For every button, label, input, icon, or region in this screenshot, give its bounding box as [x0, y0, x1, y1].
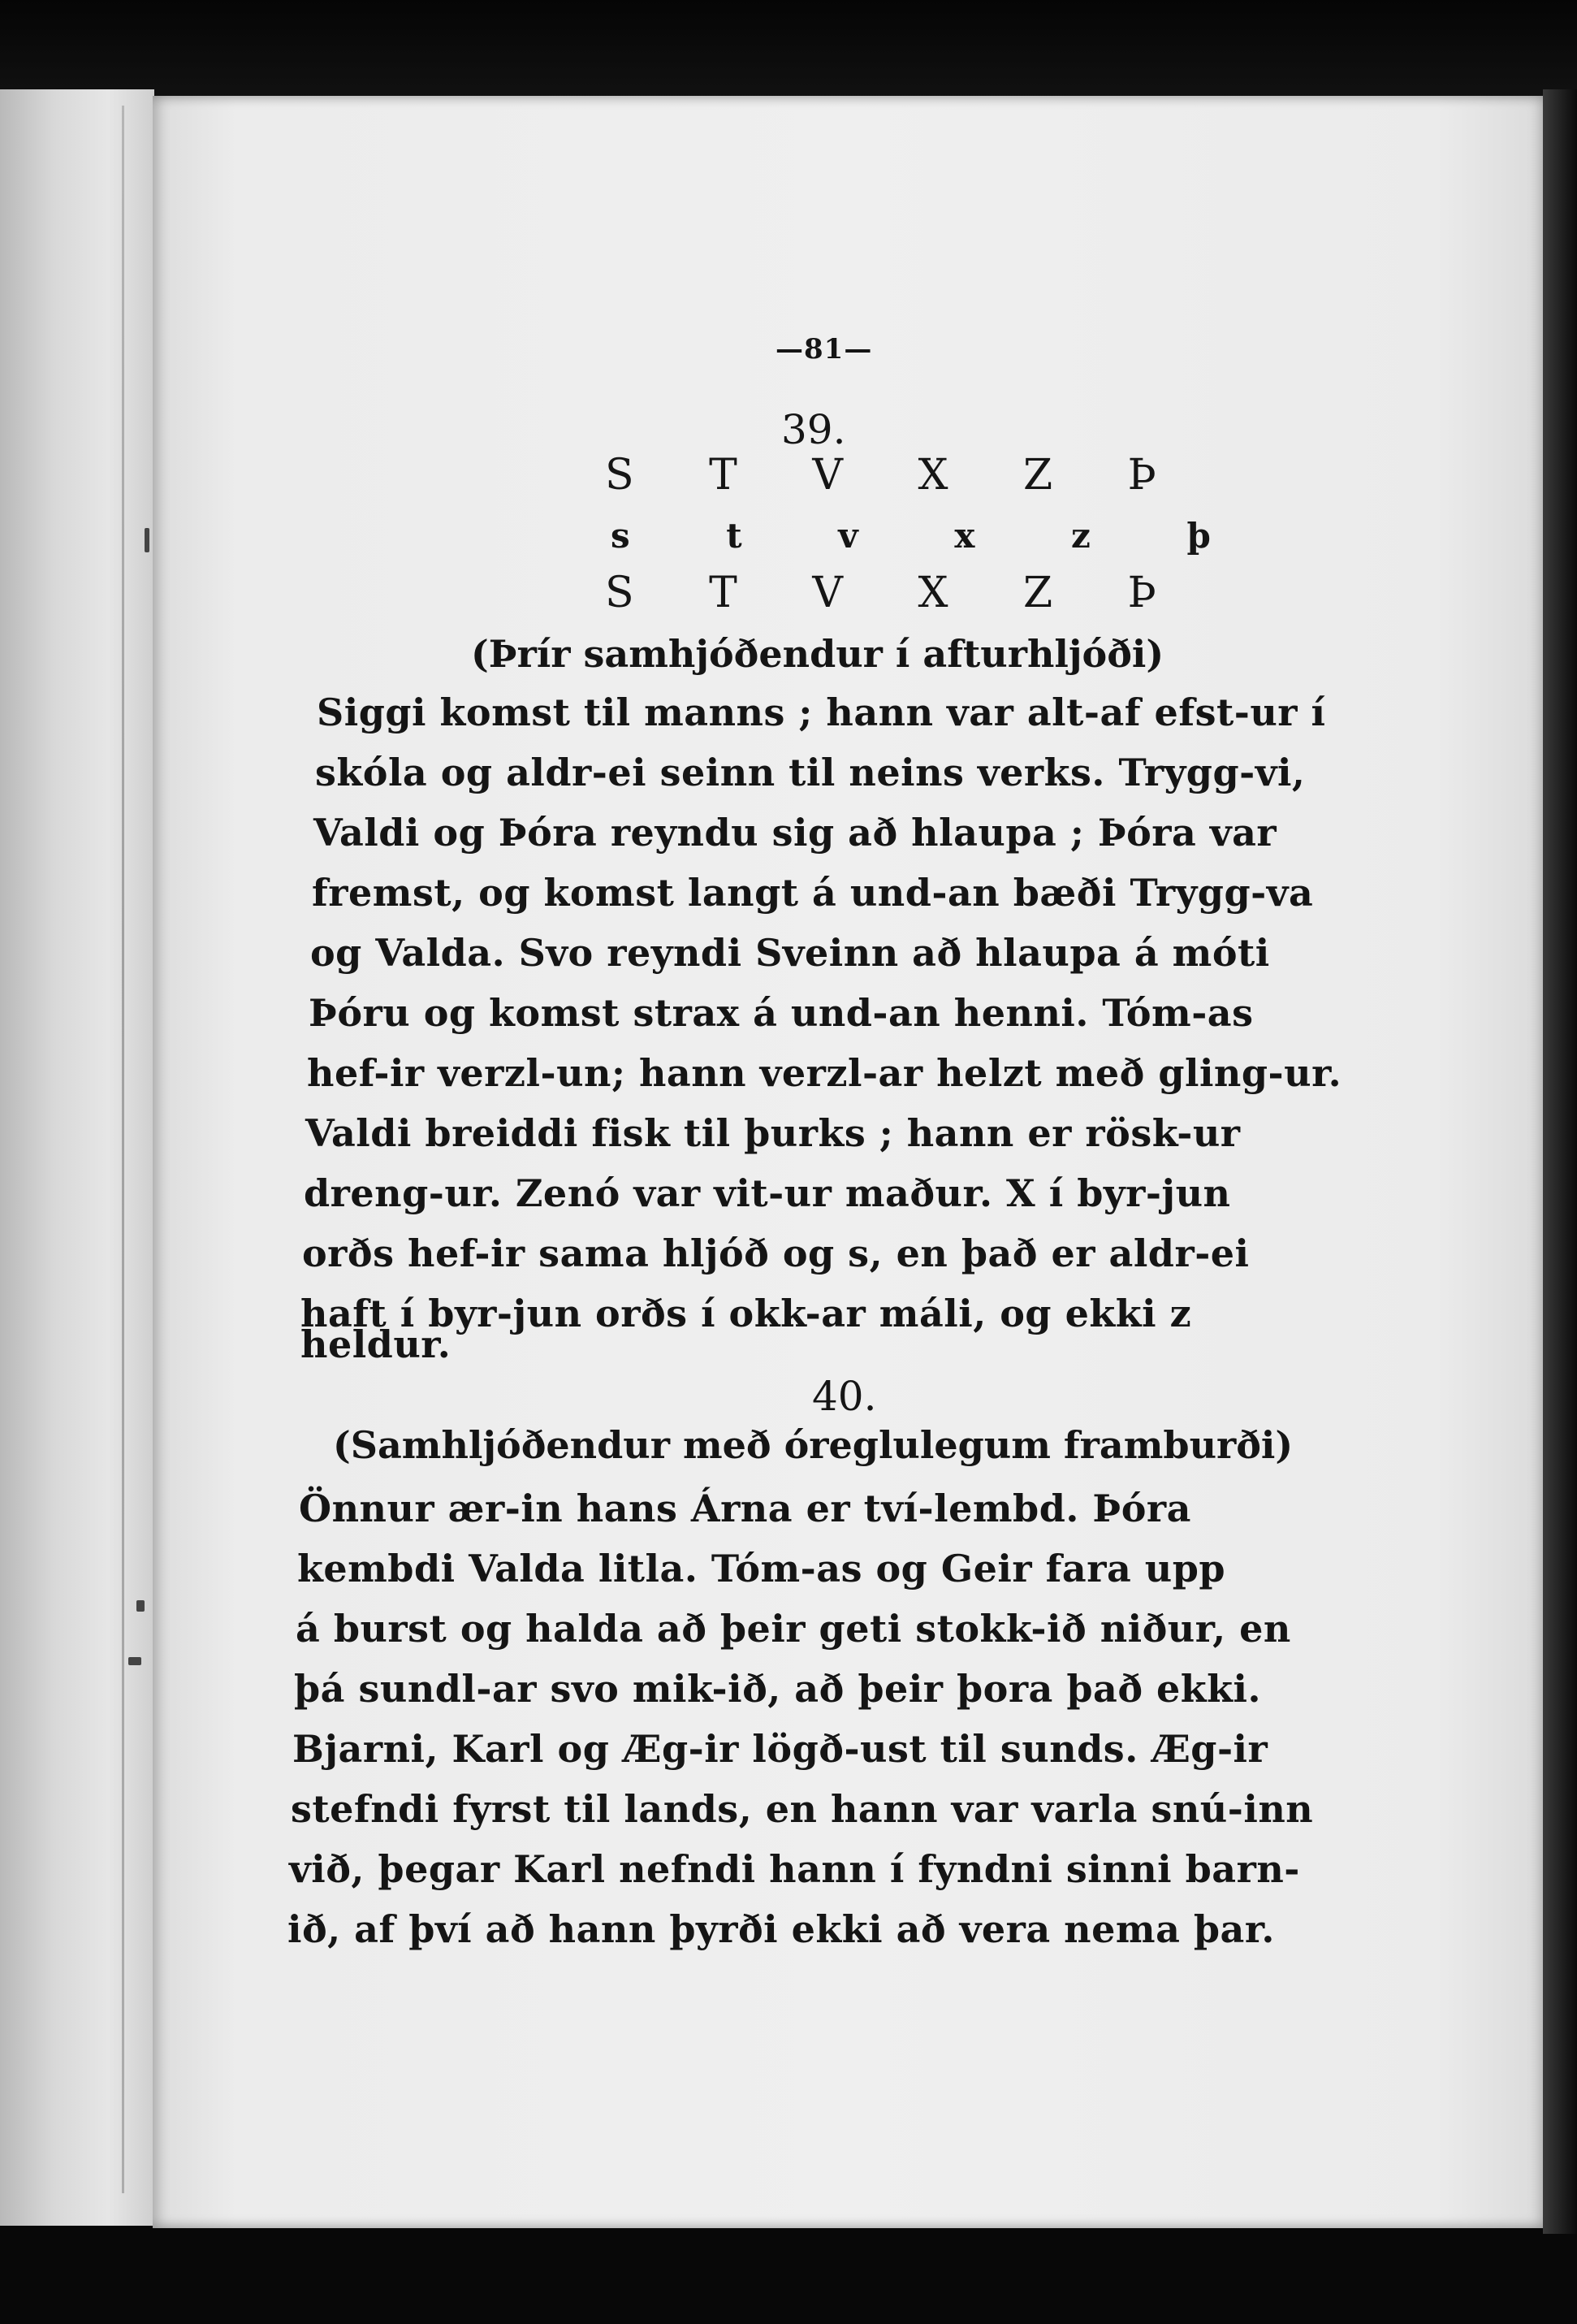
text-line: stefndi fyrst til lands, en hann var varla snú-inn — [291, 1787, 1314, 1831]
letters-uppercase-row: S T V X Z Þ — [605, 451, 1187, 500]
text-line: Valdi breiddi fisk til þurks ; hann er rösk-ur — [305, 1111, 1241, 1155]
text-line: Bjarni, Karl og Æg-ir lögð-ust til sunds. Æg-ir — [292, 1727, 1268, 1771]
text-line: ið, af því að hann þyrði ekki að vera nema þar. — [287, 1907, 1275, 1951]
section-number-40: 40. — [812, 1373, 877, 1420]
text-line: þá sundl-ar svo mik-ið, að þeir þora það ekki. — [294, 1667, 1262, 1711]
text-line: Þóru og komst strax á und-an henni. Tóm-as — [309, 991, 1254, 1035]
text-line: orðs hef-ir sama hljóð og s, en það er aldr-ei — [302, 1231, 1250, 1275]
scan-border-bottom — [0, 2226, 1577, 2324]
letters-lowercase-row: s t v x z þ — [611, 516, 1253, 556]
text-line: og Valda. Svo reyndi Sveinn að hlaupa á móti — [310, 931, 1270, 975]
text-line: hef-ir verzl-un; hann verzl-ar helzt með gling-ur. — [307, 1051, 1342, 1095]
scan-speck — [145, 528, 149, 552]
text-line: Valdi og Þóra reyndu sig að hlaupa ; Þóra var — [313, 811, 1277, 855]
text-line: skóla og aldr-ei seinn til neins verks. Trygg-vi, — [315, 751, 1306, 794]
page-number: —81— — [776, 333, 873, 366]
text-line: heldur. — [300, 1322, 451, 1366]
section-39-heading: (Þrír samhjóðendur í afturhljóði) — [471, 632, 1164, 676]
scan-border-top — [0, 0, 1577, 97]
text-line: fremst, og komst langt á und-an bæði Trygg-va — [312, 871, 1314, 915]
text-line: haft í byr-jun orðs í okk-ar máli, og ekki z — [300, 1292, 1192, 1335]
text-line: á burst og halda að þeir geti stokk-ið niður, en — [296, 1607, 1291, 1651]
page-fold — [122, 106, 124, 2193]
page-edge-shadow — [1543, 89, 1577, 2234]
section-40-heading: (Samhljóðendur með óreglulegum framburði) — [333, 1423, 1294, 1467]
text-line: Siggi komst til manns ; hann var alt-af efst-ur í — [317, 690, 1326, 734]
text-line: dreng-ur. Zenó var vit-ur maður. X í byr-jun — [304, 1171, 1231, 1215]
text-line: Önnur ær-in hans Árna er tví-lembd. Þóra — [299, 1487, 1191, 1530]
section-number-39: 39. — [781, 406, 846, 453]
text-line: við, þegar Karl nefndi hann í fyndni sinni barn- — [289, 1847, 1300, 1891]
text-line: kembdi Valda litla. Tóm-as og Geir fara upp — [297, 1547, 1226, 1590]
facing-page-edge — [0, 89, 154, 2226]
scan-speck — [136, 1600, 145, 1612]
letters-uppercase-row-2: S T V X Z Þ — [605, 569, 1187, 617]
scan-speck — [128, 1657, 141, 1665]
